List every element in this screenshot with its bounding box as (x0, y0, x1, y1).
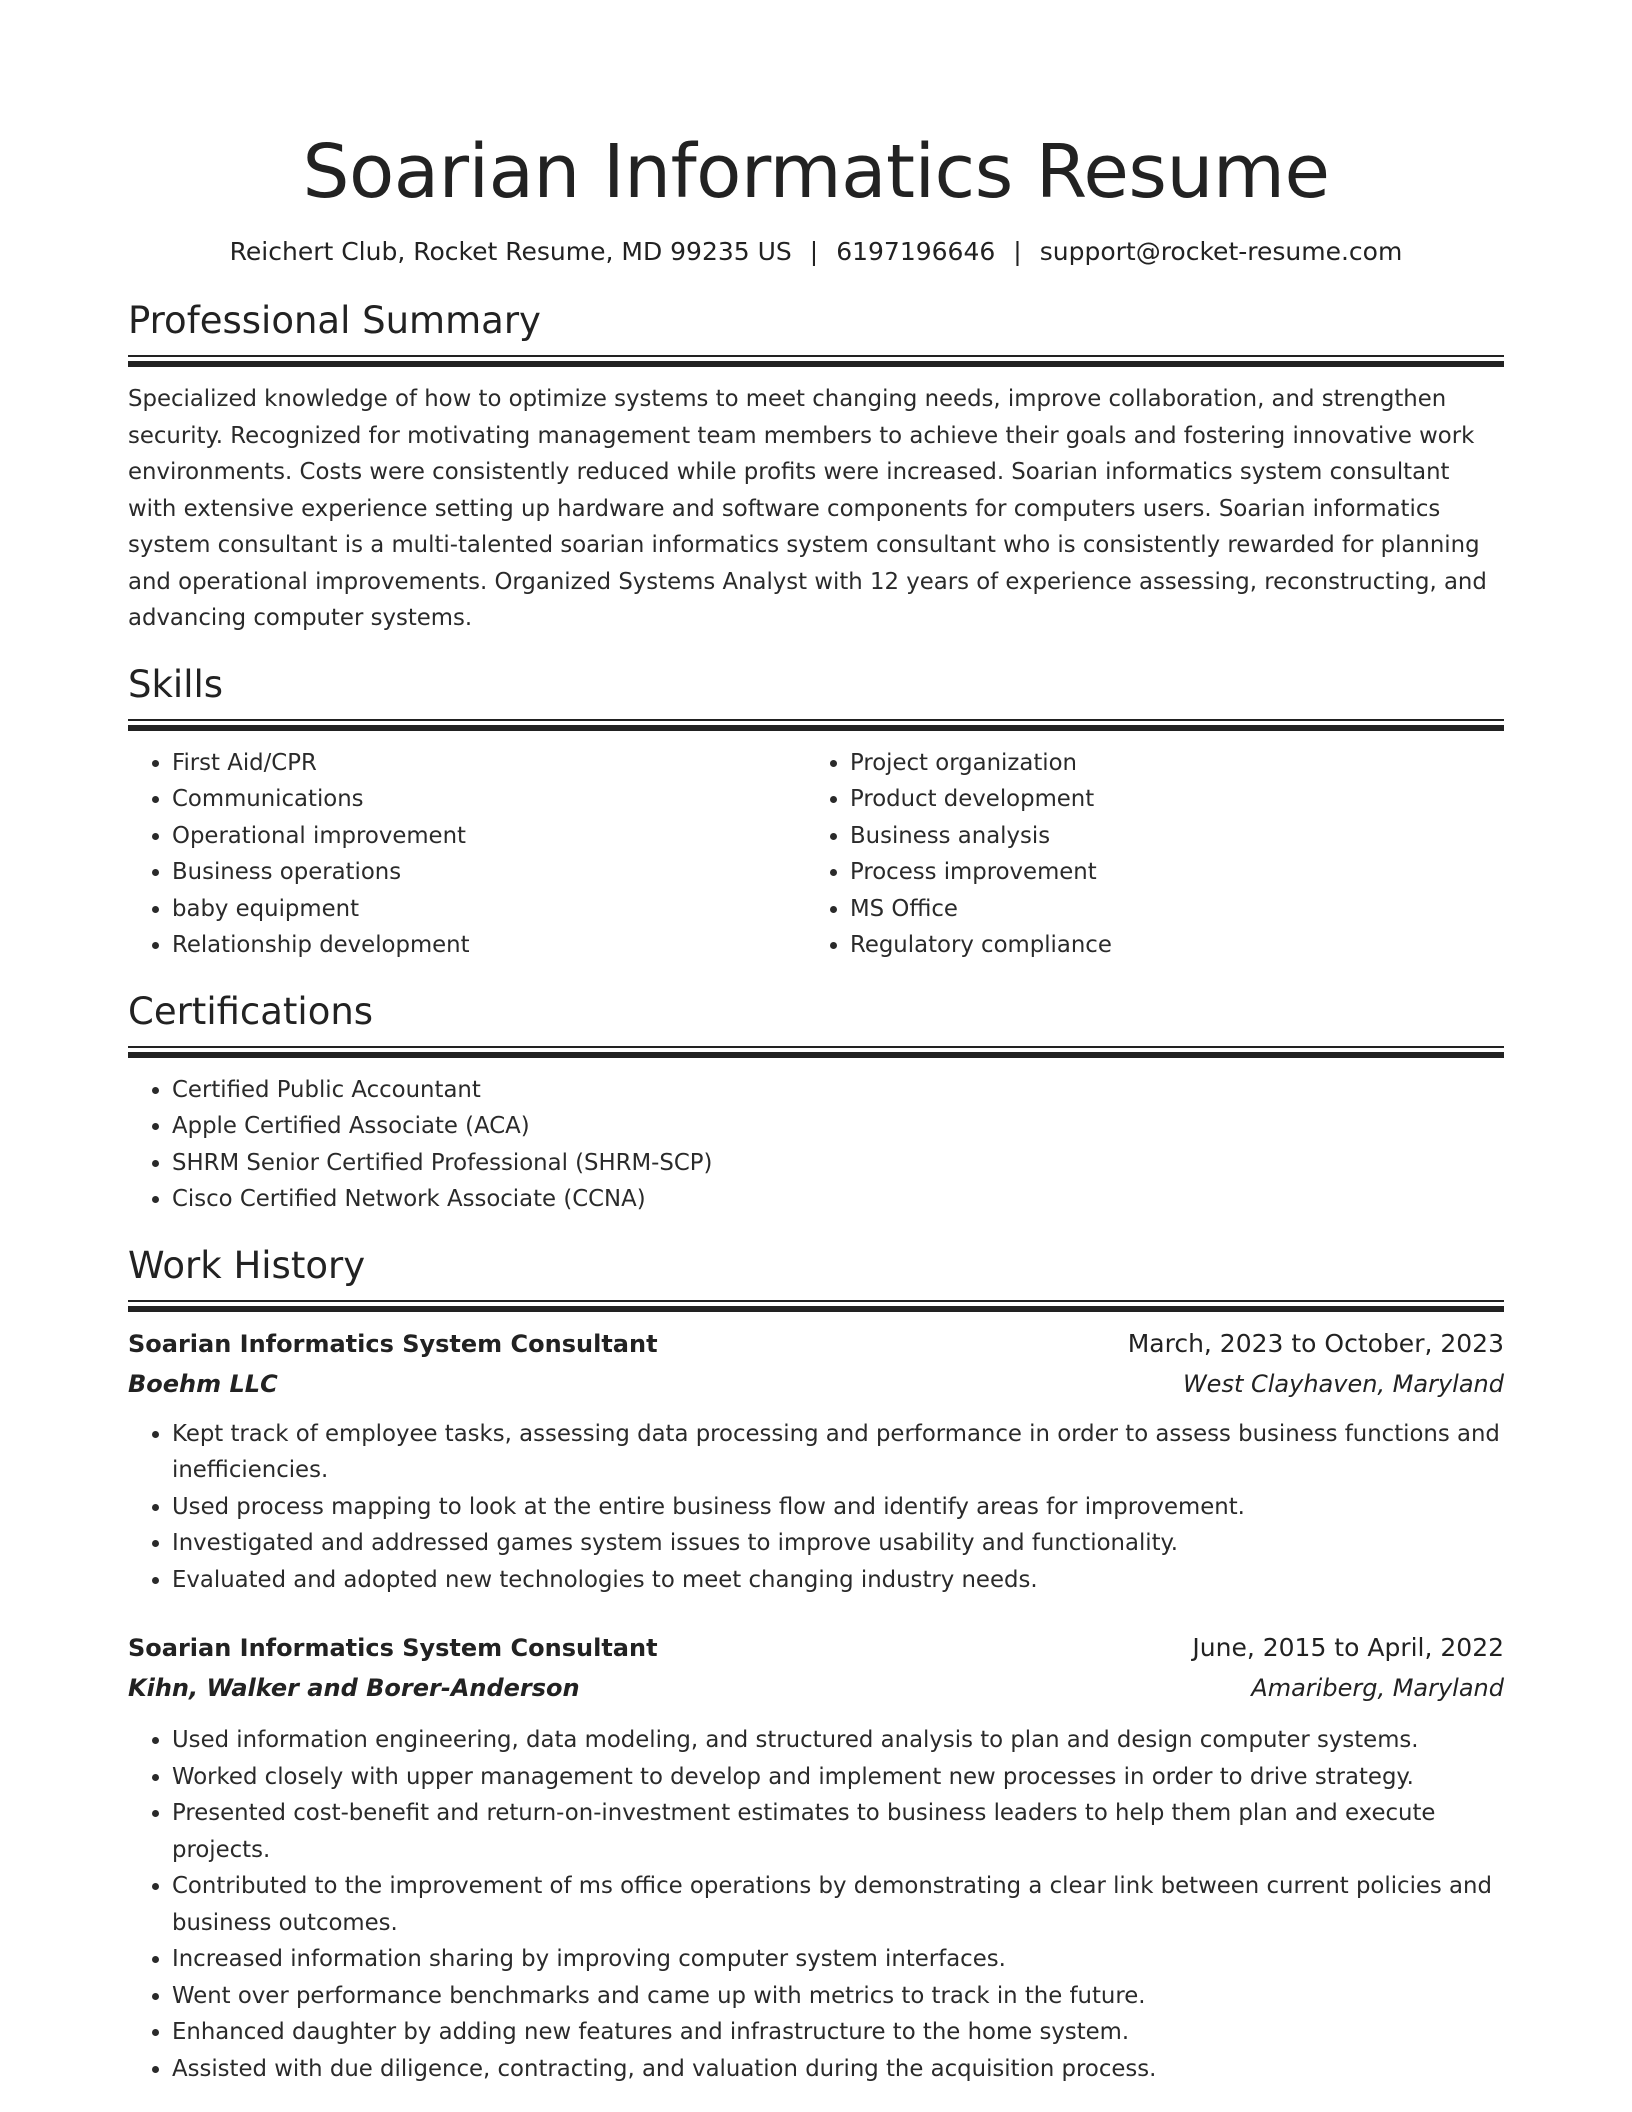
job-location: West Clayhaven, Maryland (1182, 1369, 1504, 1398)
skill-item: • MS Office (850, 891, 1484, 928)
skills-section (128, 661, 1504, 964)
skill-item: • Project organization (850, 745, 1484, 782)
job-header-row (128, 1324, 1504, 1364)
summary-section (128, 297, 1504, 637)
skills-grid (128, 745, 1504, 964)
job-bullet: • Increased information sharing by improving computer system interfaces. (172, 1941, 1504, 1978)
job-subheader-row (128, 1668, 1504, 1708)
section-divider (128, 1300, 1504, 1312)
job-company: Boehm LLC (128, 1369, 278, 1398)
job-bullet: • Evaluated and adopted new technologies to meet changing industry needs. (172, 1562, 1504, 1599)
job-bullet: • Went over performance benchmarks and came up with metrics to track in the future. (172, 1978, 1504, 2015)
job-entry (128, 1628, 1504, 2087)
certification-item: • Certified Public Accountant (172, 1072, 1504, 1109)
certification-item: • Cisco Certified Network Associate (CCNA) (172, 1181, 1504, 1218)
section-heading-skills: Skills (128, 662, 224, 706)
resume-page (128, 0, 1504, 2087)
skills-list-left (128, 745, 806, 964)
job-title: Soarian Informatics System Consultant (128, 1634, 658, 1662)
page-title: Soarian Informatics Resume (302, 129, 1330, 215)
contact-phone: 6197196646 (836, 237, 996, 266)
job-bullet: • Assisted with due diligence, contracting, and valuation during the acquisition process. (172, 2051, 1504, 2088)
contact-address: Reichert Club, Rocket Resume, MD 99235 US (229, 237, 792, 266)
work-history-section (128, 1242, 1504, 2088)
job-entry (128, 1324, 1504, 1599)
section-divider (128, 355, 1504, 367)
contact-separator: | (1013, 237, 1022, 266)
job-bullet: • Used information engineering, data modeling, and structured analysis to plan and design computer systems. (172, 1722, 1504, 1759)
skill-item: • Business operations (172, 854, 806, 891)
skill-item: • Regulatory compliance (850, 927, 1484, 964)
job-bullet: • Presented cost-benefit and return-on-investment estimates to business leaders to help them plan and execute projects. (172, 1795, 1504, 1868)
section-divider (128, 719, 1504, 731)
job-bullets (128, 1416, 1504, 1599)
job-bullet: • Used process mapping to look at the entire business flow and identify areas for improvement. (172, 1489, 1504, 1526)
job-bullets (128, 1722, 1504, 2087)
job-header-row (128, 1628, 1504, 1668)
section-divider (128, 1046, 1504, 1058)
contact-email: support@rocket-resume.com (1039, 237, 1403, 266)
job-dates: June, 2015 to April, 2022 (1192, 1633, 1504, 1662)
skills-column-left (128, 745, 806, 964)
job-location: Amariberg, Maryland (1251, 1674, 1504, 1702)
certifications-list (128, 1072, 1504, 1218)
skill-item: • Product development (850, 781, 1484, 818)
skills-column-right (806, 745, 1484, 964)
job-bullet: • Worked closely with upper management to develop and implement new processes in order to drive strategy. (172, 1759, 1504, 1796)
job-bullet: • Contributed to the improvement of ms office operations by demonstrating a clear link between current policies and business outcomes. (172, 1868, 1504, 1941)
skill-item: • Process improvement (850, 854, 1484, 891)
job-dates: March, 2023 to October, 2023 (1127, 1328, 1504, 1358)
certifications-section (128, 988, 1504, 1218)
section-heading-work-history: Work History (128, 1243, 366, 1287)
skill-item: • Communications (172, 781, 806, 818)
skill-item: • baby equipment (172, 891, 806, 928)
skills-list-right (806, 745, 1484, 964)
job-bullet: • Investigated and addressed games system issues to improve usability and functionality. (172, 1525, 1504, 1562)
summary-text: Specialized knowledge of how to optimize systems to meet changing needs, improve collaboration, and strengthen security. Recognized for motivating management team members to achieve their goals and fostering innovative work environments. Costs were consistently reduced while profits were increased. Soarian informatics system consultant with extensive experience setting up hardware and software components for computers users. Soarian informatics system consultant is a multi-talented soarian informatics system consultant who is consistently rewarded for planning and operational improvements. Organized Systems Analyst with 12 years of experience assessing, reconstructing, and advancing computer systems. (128, 386, 1487, 631)
skill-item: • First Aid/CPR (172, 745, 806, 782)
job-bullet: • Kept track of employee tasks, assessing data processing and performance in order to assess business functions and inefficiencies. (172, 1416, 1504, 1489)
job-company: Kihn, Walker and Borer-Anderson (128, 1674, 580, 1702)
section-heading-summary: Professional Summary (128, 299, 541, 342)
section-heading-certifications: Certifications (128, 989, 374, 1033)
certification-item: • SHRM Senior Certified Professional (SHRM-SCP) (172, 1145, 1504, 1182)
contact-separator: | (809, 237, 819, 266)
skill-item: • Business analysis (850, 818, 1484, 855)
job-title: Soarian Informatics System Consultant (128, 1329, 658, 1358)
certification-item: • Apple Certified Associate (ACA) (172, 1108, 1504, 1145)
skill-item: • Relationship development (172, 927, 806, 964)
job-bullet: • Enhanced daughter by adding new features and infrastructure to the home system. (172, 2014, 1504, 2051)
contact-line (128, 234, 1504, 270)
job-subheader-row (128, 1364, 1504, 1404)
skill-item: • Operational improvement (172, 818, 806, 855)
